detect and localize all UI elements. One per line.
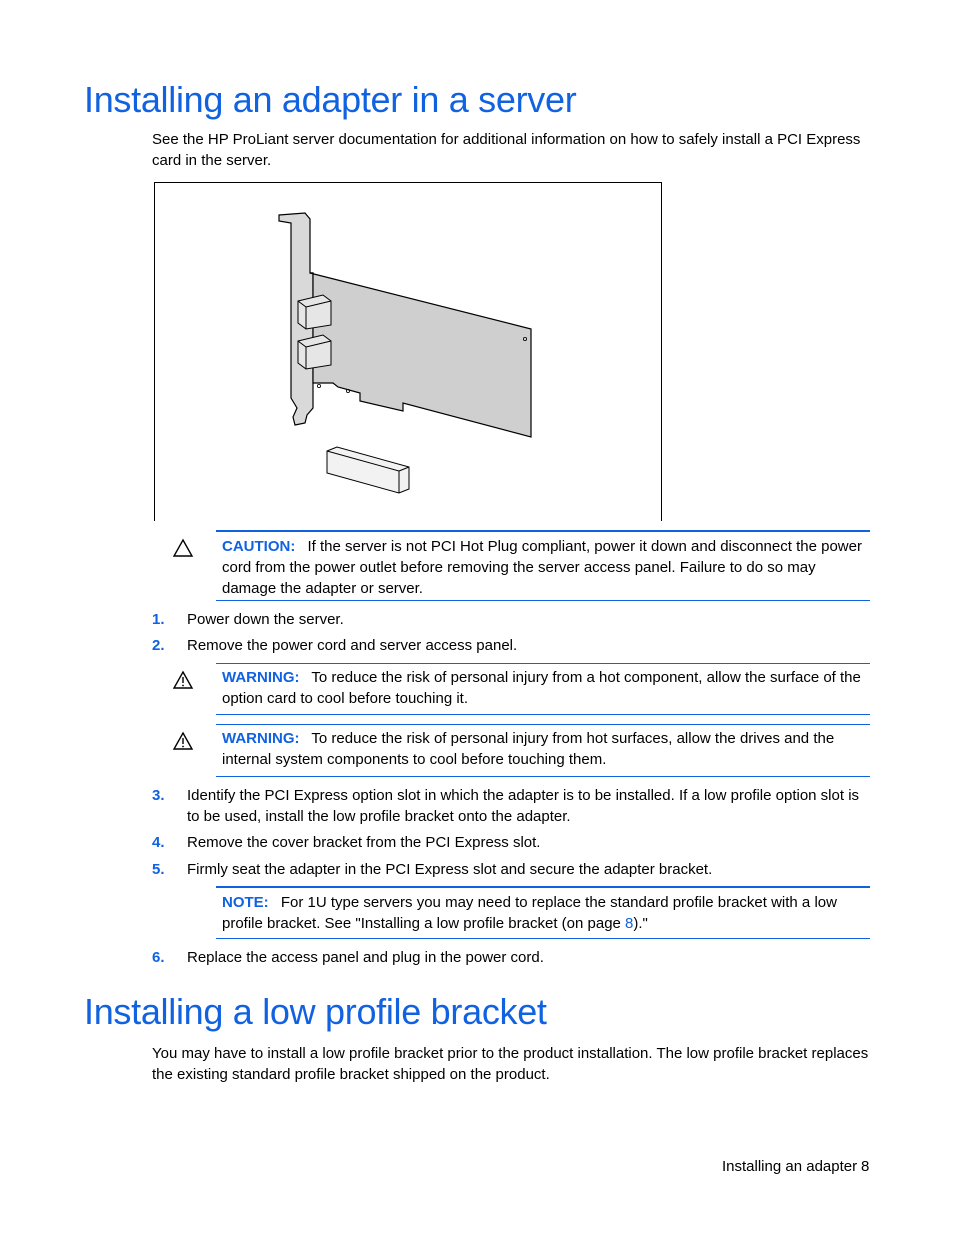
step-6-text: Replace the access panel and plug in the power cord. — [187, 949, 544, 966]
note-text: For 1U type servers you may need to replace the standard profile bracket with a low profile bracket. See "Installing a low profile bracket (on page — [222, 894, 837, 932]
section2-paragraph: You may have to install a low profile bracket prior to the product installation. The low profile bracket replaces the existing standard profile bracket shipped on the product. — [152, 1045, 869, 1083]
step-1 — [152, 609, 165, 630]
step-1-text: Power down the server. — [187, 611, 344, 628]
page-link[interactable]: 8 — [625, 915, 634, 932]
step-number: 5. — [152, 861, 165, 878]
warning-callout-2 — [216, 724, 870, 777]
section-title: Installing a low profile bracket — [84, 991, 547, 1032]
caution-callout — [216, 530, 870, 601]
step-5 — [152, 859, 165, 880]
warning-label: WARNING: — [222, 669, 300, 686]
warning-text: To reduce the risk of personal injury from hot surfaces, allow the drives and the internal system components to cool before touching them. — [222, 730, 835, 768]
step-2-text: Remove the power cord and server access panel. — [187, 637, 518, 654]
warning-icon — [172, 731, 194, 755]
step-number: 6. — [152, 949, 165, 966]
caution-label: CAUTION: — [222, 538, 296, 555]
footer-label: Installing an adapter — [722, 1158, 858, 1175]
step-number: 4. — [152, 834, 165, 851]
step-5-text: Firmly seat the adapter in the PCI Express slot and secure the adapter bracket. — [187, 861, 713, 878]
intro-paragraph: See the HP ProLiant server documentation for additional information on how to safely install a PCI Express card in the server. — [152, 131, 861, 169]
step-number: 3. — [152, 787, 165, 804]
note-callout — [216, 886, 870, 939]
warning-callout-1 — [216, 663, 870, 715]
warning-label: WARNING: — [222, 730, 300, 747]
step-number: 1. — [152, 611, 165, 628]
warning-text: To reduce the risk of personal injury from a hot component, allow the surface of the option card to cool before touching it. — [222, 669, 861, 707]
caution-icon — [172, 538, 194, 562]
step-6 — [152, 947, 165, 968]
section-title: Installing an adapter in a server — [84, 79, 577, 120]
warning-icon — [172, 670, 194, 694]
note-label: NOTE: — [222, 894, 269, 911]
figure-frame — [154, 182, 662, 521]
step-4 — [152, 832, 165, 853]
step-3-text: Identify the PCI Express option slot in which the adapter is to be installed. If a low profile option slot is to be used, install the low profile bracket onto the adapter. — [187, 787, 860, 825]
step-number: 2. — [152, 637, 165, 654]
caution-text: If the server is not PCI Hot Plug compliant, power it down and disconnect the power cord from the power outlet before removing the server access panel. Failure to do so may damage the adapter or server. — [222, 538, 862, 597]
page-number: 8 — [861, 1158, 870, 1175]
step-4-text: Remove the cover bracket from the PCI Express slot. — [187, 834, 541, 851]
note-text-end: )." — [633, 915, 648, 932]
step-2 — [152, 635, 165, 656]
pci-adapter-illustration — [155, 183, 661, 521]
step-3 — [152, 785, 165, 806]
